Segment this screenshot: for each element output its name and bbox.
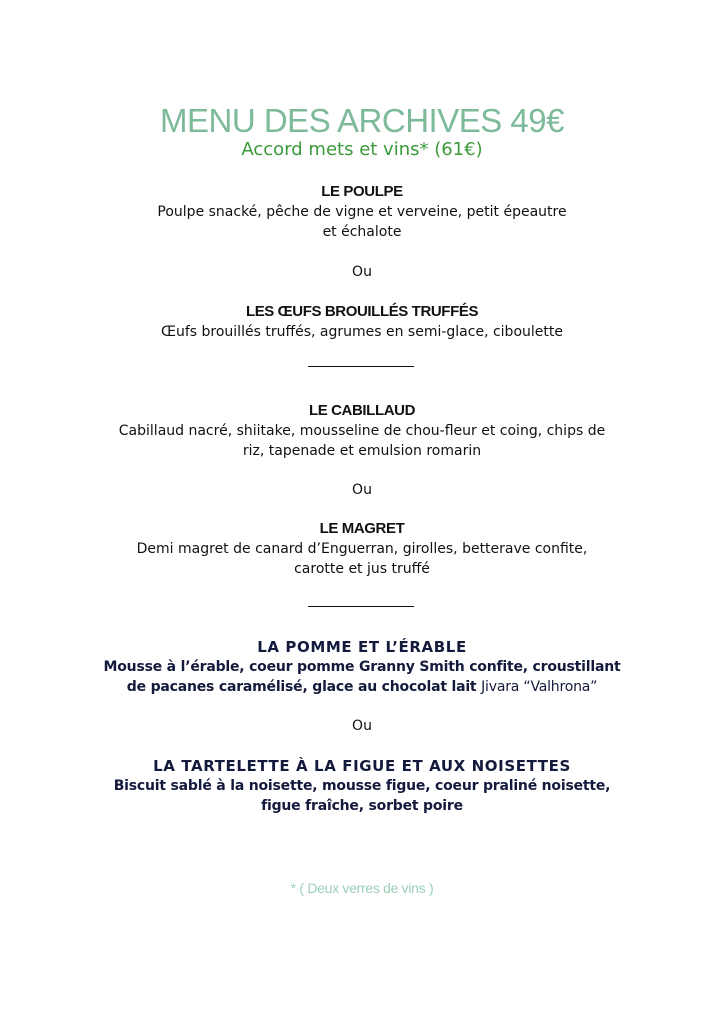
dessert-option-2: [0, 756, 724, 816]
dish-name: LE POULPE: [321, 183, 403, 200]
dish-description-line: Cabillaud nacré, shiitake, mousseline de chou-fleur et coing, chips de: [118, 423, 606, 439]
dish-name: LE CABILLAUD: [308, 402, 416, 419]
dish-description-line: carotte et jus truffé: [294, 561, 430, 577]
dish-name: LE MAGRET: [319, 520, 405, 537]
wine-pairing-subtitle: Accord mets et vins* (61€): [241, 139, 483, 160]
course-divider: [308, 606, 414, 607]
dish-description-line: Demi magret de canard d’Enguerran, girolles, betterave confite,: [136, 541, 588, 557]
dish-name: LA TARTELETTE À LA FIGUE ET AUX NOISETTES: [153, 757, 571, 775]
menu-title: MENU DES ARCHIVES 49€: [160, 102, 564, 139]
dish-description-line: Poulpe snacké, pêche de vigne et verveine, petit épeautre: [157, 204, 567, 220]
or-separator: Ou: [352, 264, 372, 280]
starter-option-2: [0, 302, 724, 342]
dish-name: LES ŒUFS BROUILLÉS TRUFFÉS: [245, 303, 479, 320]
wine-footnote: * ( Deux verres de vins ): [290, 880, 434, 896]
dish-description-line: Biscuit sablé à la noisette, mousse figue, coeur praliné noisette,: [113, 778, 611, 794]
dish-description-light: Jivara “Valhrona”: [481, 679, 598, 695]
dish-name: LA POMME ET L’ÉRABLE: [257, 638, 467, 656]
main-option-1: [0, 401, 724, 461]
starter-option-1: [0, 182, 724, 242]
or-separator: Ou: [352, 482, 372, 498]
or-separator: Ou: [352, 718, 372, 734]
dish-description-line: Œufs brouillés truffés, agrumes en semi-glace, ciboulette: [161, 324, 563, 340]
dish-description-line: riz, tapenade et emulsion romarin: [242, 443, 482, 459]
dessert-option-1: [0, 637, 724, 697]
dish-description-line: Mousse à l’érable, coeur pomme Granny Smith confite, croustillant: [103, 659, 621, 675]
main-option-2: [0, 519, 724, 579]
dish-description-line: [0, 677, 724, 697]
dish-description-line: et échalote: [322, 224, 402, 240]
dish-description-bold: de pacanes caramélisé, glace au chocolat lait: [126, 679, 477, 695]
dish-description-line: figue fraîche, sorbet poire: [261, 798, 463, 814]
course-divider: [308, 366, 414, 367]
